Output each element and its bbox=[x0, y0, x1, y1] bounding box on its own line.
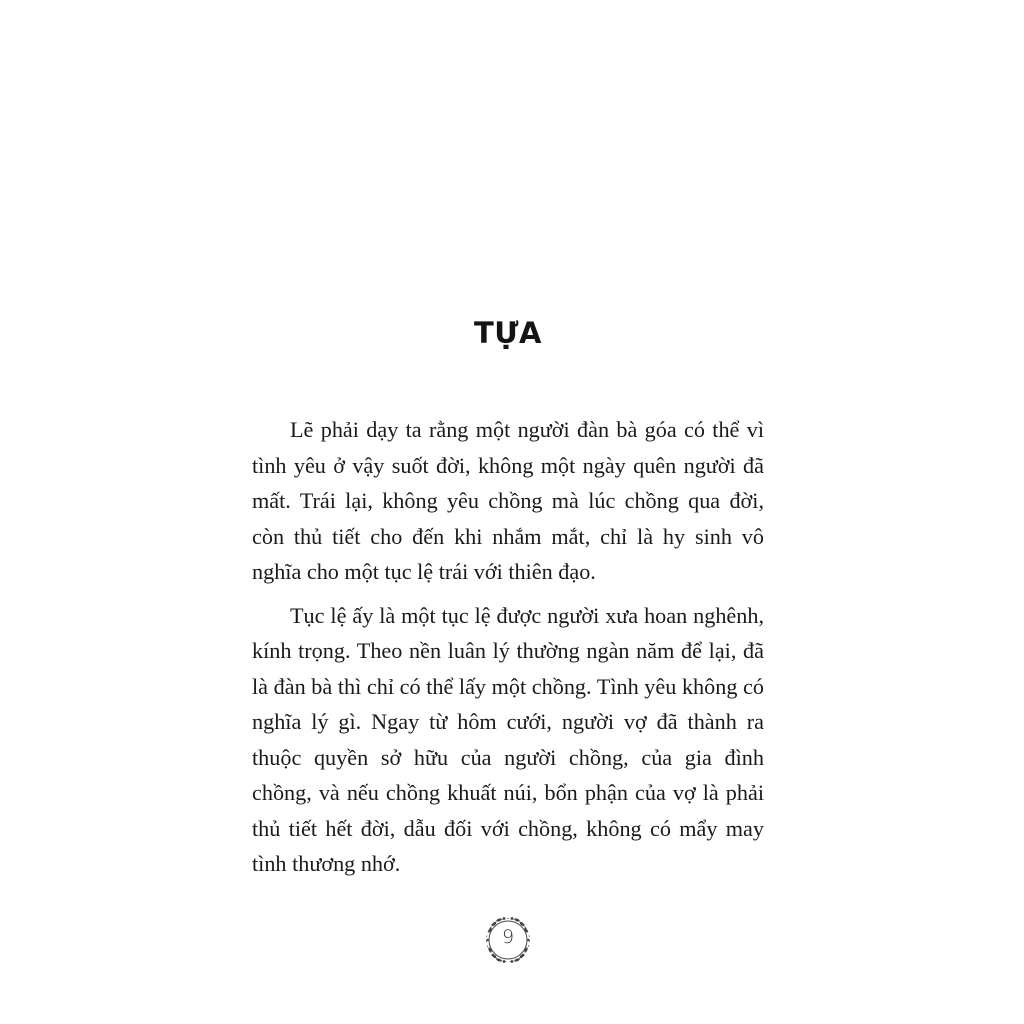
body-text bbox=[252, 412, 764, 882]
page-title: TỰA bbox=[474, 316, 542, 350]
paragraph: Lẽ phải dạy ta rằng một người đàn bà góa có thể vì tình yêu ở vậy suốt đời, không một ngày quên người đã mất. Trái lại, không yêu chồng mà lúc chồng qua đời, còn thủ tiết cho đến khi nhắm mắt, chỉ là hy sinh vô nghĩa cho một tục lệ trái với thiên đạo. bbox=[252, 417, 764, 584]
paragraph: Tục lệ ấy là một tục lệ được người xưa hoan nghênh, kính trọng. Theo nền luân lý thường ngàn năm để lại, đã là đàn bà thì chỉ có thể lấy một chồng. Tình yêu không có nghĩa lý gì. Ngay từ hôm cưới, người vợ đã thành ra thuộc quyền sở hữu của người chồng, của gia đình chồng, và nếu chồng khuất núi, bổn phận của vợ là phải thủ tiết hết đời, dẫu đối với chồng, không có mẩy may tình thương nhớ. bbox=[252, 602, 764, 876]
page-number: 9 bbox=[501, 926, 515, 948]
page-number-ornament bbox=[482, 912, 534, 968]
